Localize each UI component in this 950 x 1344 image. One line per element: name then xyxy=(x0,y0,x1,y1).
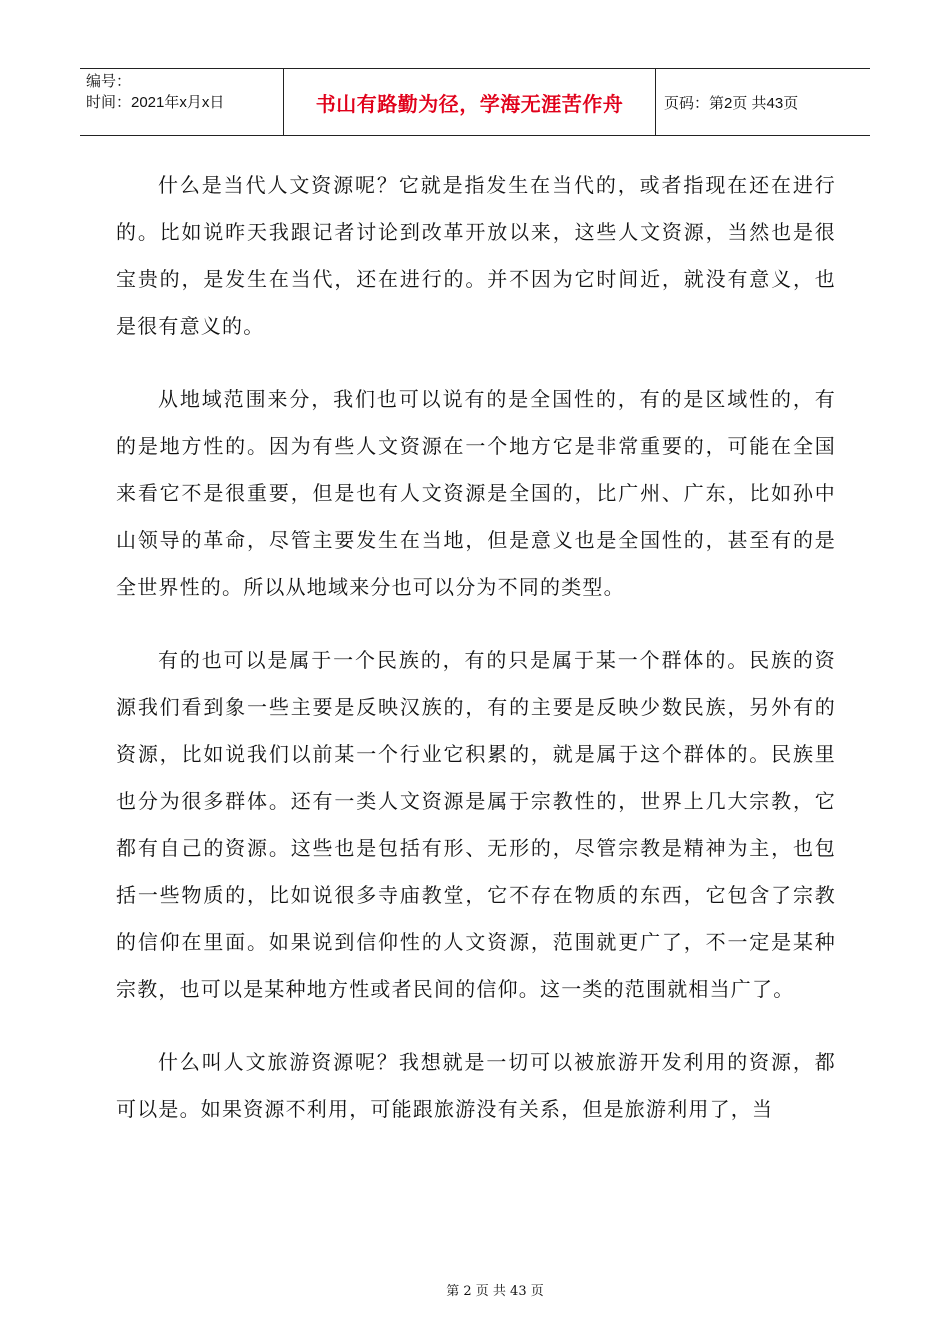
document-body xyxy=(116,162,836,1159)
header-meta xyxy=(80,69,284,135)
page-footer: 第 2 页 共 43 页 xyxy=(446,1284,544,1299)
document-header xyxy=(80,68,870,136)
serial-label: 编号： xyxy=(86,73,132,90)
header-page-info: 页码：第2页 共43页 xyxy=(664,94,799,112)
paragraph: 什么叫人文旅游资源呢？我想就是一切可以被旅游开发利用的资源，都可以是。如果资源不利用，可能跟旅游没有关系，但是旅游利用了，当 xyxy=(116,1050,836,1121)
paragraph: 什么是当代人文资源呢？它就是指发生在当代的，或者指现在还在进行的。比如说昨天我跟记者讨论到改革开放以来，这些人文资源，当然也是很宝贵的，是发生在当代，还在进行的。并不因为它时间近，就没有意义，也是很有意义的。 xyxy=(116,173,836,338)
paragraph: 有的也可以是属于一个民族的，有的只是属于某一个群体的。民族的资源我们看到象一些主要是反映汉族的，有的主要是反映少数民族，另外有的资源，比如说我们以前某一个行业它积累的，就是属于这个群体的。民族里也分为很多群体。还有一类人文资源是属于宗教性的，世界上几大宗教，它都有自己的资源。这些也是包括有形、无形的，尽管宗教是精神为主，也包括一些物质的，比如说很多寺庙教堂，它不存在物质的东西，它包含了宗教的信仰在里面。如果说到信仰性的人文资源，范围就更广了，不一定是某种宗教，也可以是某种地方性或者民间的信仰。这一类的范围就相当广了。 xyxy=(116,648,836,1001)
header-motto: 书山有路勤为径，学海无涯苦作舟 xyxy=(284,69,656,135)
time-line: 时间：2021年x月x日 xyxy=(86,94,225,111)
paragraph: 从地域范围来分，我们也可以说有的是全国性的，有的是区域性的，有的是地方性的。因为有些人文资源在一个地方它是非常重要的，可能在全国来看它不是很重要，但是也有人文资源是全国的，比广州、广东，比如孙中山领导的革命，尽管主要发生在当地，但是意义也是全国性的，甚至有的是全世界性的。所以从地域来分也可以分为不同的类型。 xyxy=(116,387,836,599)
